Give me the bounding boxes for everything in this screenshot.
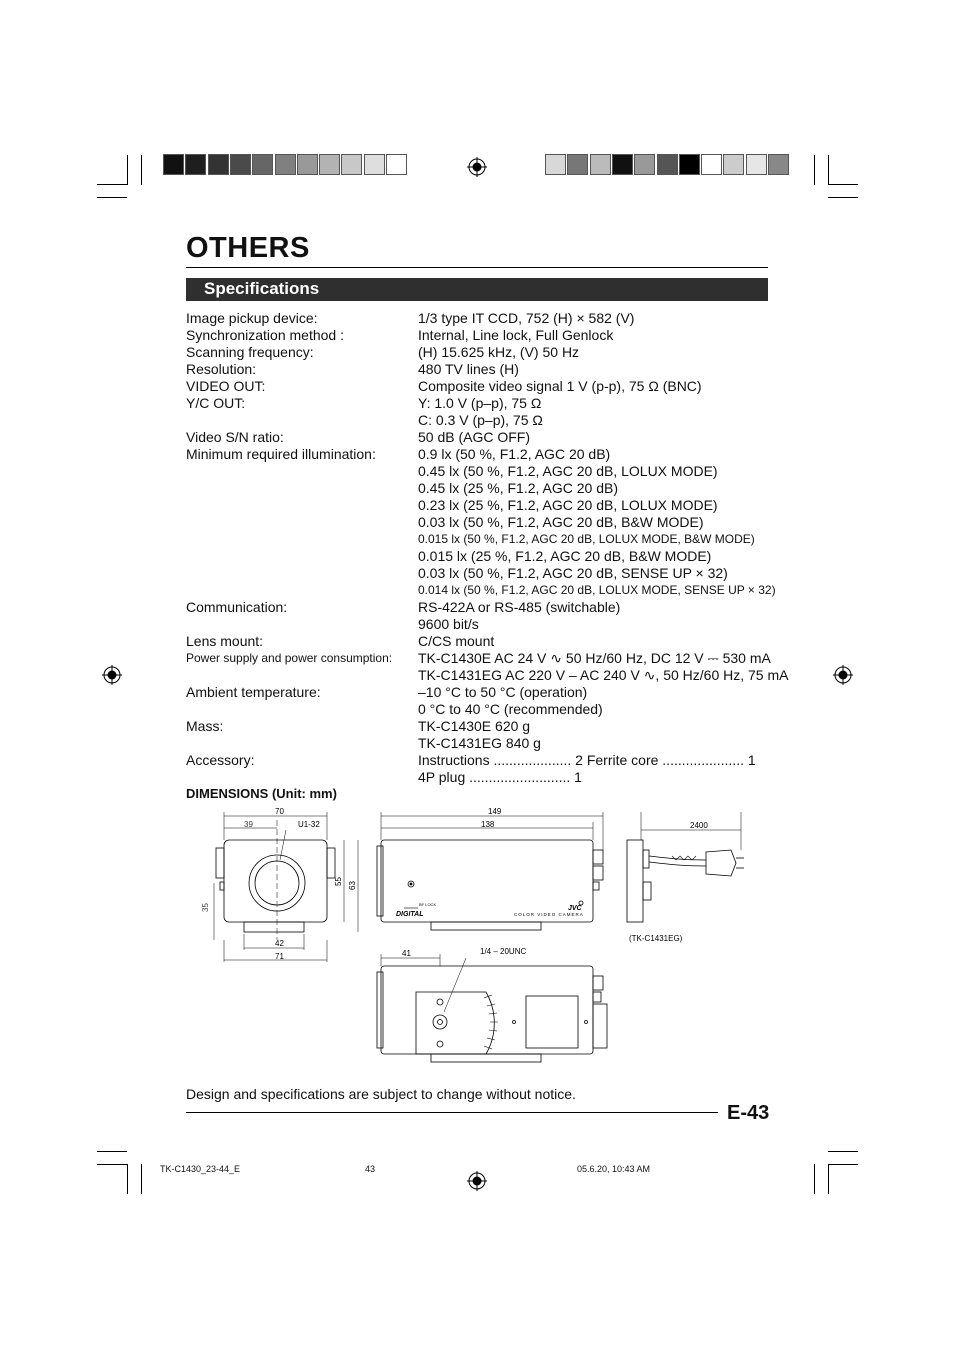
spec-row	[186, 769, 776, 786]
color-swatch	[297, 154, 318, 175]
spec-value: 0.23 lx (25 %, F1.2, AGC 20 dB, LOLUX MODE)	[418, 497, 718, 513]
spec-value: 0.03 lx (50 %, F1.2, AGC 20 dB, SENSE UP × 32)	[418, 565, 728, 581]
spec-label: Synchronization method :	[186, 327, 344, 343]
registration-mark-icon	[833, 665, 853, 685]
spec-value: –10 °C to 50 °C (operation)	[418, 684, 588, 700]
spec-label: Scanning frequency:	[186, 344, 314, 360]
color-swatch	[679, 154, 700, 175]
spec-value: 0 °C to 40 °C (recommended)	[418, 701, 603, 717]
spec-value: 480 TV lines (H)	[418, 361, 519, 377]
spec-value: Composite video signal 1 V (p-p), 75 Ω (BNC)	[418, 378, 702, 394]
color-swatch	[723, 154, 744, 175]
spec-list	[186, 310, 789, 786]
notice-text: Design and specifications are subject to change without notice.	[186, 1086, 576, 1102]
spec-label: Minimum required illumination:	[186, 446, 376, 462]
dimension-drawing	[186, 800, 746, 1085]
spec-label	[186, 735, 418, 752]
section-header-bar	[186, 278, 768, 301]
spec-value: TK-C1431EG AC 220 V – AC 240 V ∿, 50 Hz/60 Hz, 75 mA	[418, 667, 789, 683]
spec-row	[186, 650, 776, 667]
spec-value: 4P plug .......................... 1	[418, 769, 582, 785]
spec-row	[186, 582, 776, 599]
spec-row	[186, 395, 776, 412]
spec-value: C/CS mount	[418, 633, 495, 649]
spec-label	[186, 582, 418, 599]
front-view	[214, 812, 358, 962]
spec-value: 0.03 lx (50 %, F1.2, AGC 20 dB, B&W MODE)	[418, 514, 704, 530]
color-swatch	[634, 154, 655, 175]
spec-row	[186, 565, 776, 582]
dim-u132: U1-32	[298, 820, 320, 829]
spec-label: Mass:	[186, 718, 224, 734]
spec-value: Internal, Line lock, Full Genlock	[418, 327, 614, 343]
spec-label: Communication:	[186, 599, 288, 615]
spec-value: 0.9 lx (50 %, F1.2, AGC 20 dB)	[418, 446, 611, 462]
spec-label: Image pickup device:	[186, 310, 318, 326]
color-swatch	[185, 154, 206, 175]
footer-rule	[186, 1112, 718, 1113]
spec-value: 0.015 lx (25 %, F1.2, AGC 20 dB, B&W MODE)	[418, 548, 712, 564]
spec-label	[186, 667, 418, 684]
spec-row	[186, 531, 776, 548]
spec-row	[186, 412, 776, 429]
dim-149: 149	[488, 807, 502, 816]
spec-value: TK-C1431EG 840 g	[418, 735, 541, 751]
color-swatch	[612, 154, 633, 175]
spec-label: Resolution:	[186, 361, 257, 377]
bottom-view	[377, 954, 607, 1062]
dim-41: 41	[402, 949, 411, 958]
spec-row	[186, 378, 776, 395]
color-swatch	[567, 154, 588, 175]
spec-label	[186, 412, 418, 429]
color-swatch	[768, 154, 789, 175]
spec-row	[186, 684, 776, 701]
spec-value: 0.45 lx (25 %, F1.2, AGC 20 dB)	[418, 480, 618, 496]
spec-label	[186, 565, 418, 582]
spec-row	[186, 633, 776, 650]
color-swatch	[208, 154, 229, 175]
color-swatch	[252, 154, 273, 175]
digital-logo: DIGITAL	[396, 911, 424, 918]
dim-63: 63	[348, 881, 357, 890]
spec-label	[186, 616, 418, 633]
dim-138: 138	[481, 820, 495, 829]
spec-label: VIDEO OUT:	[186, 378, 266, 394]
title-rule	[186, 267, 768, 268]
color-video-camera-label: COLOR VIDEO CAMERA	[514, 912, 584, 917]
color-swatch	[657, 154, 678, 175]
spec-row	[186, 344, 776, 361]
spec-row	[186, 310, 776, 327]
spec-row	[186, 361, 776, 378]
color-swatch	[590, 154, 611, 175]
color-swatch	[275, 154, 296, 175]
color-swatch	[341, 154, 362, 175]
spec-row	[186, 752, 776, 769]
dim-42: 42	[275, 939, 284, 948]
color-swatch	[701, 154, 722, 175]
spec-row	[186, 735, 776, 752]
spec-value: (H) 15.625 kHz, (V) 50 Hz	[418, 344, 580, 360]
spec-label	[186, 531, 418, 548]
dim-71: 71	[275, 952, 284, 961]
spec-label	[186, 480, 418, 497]
spec-row	[186, 701, 776, 718]
color-swatch	[163, 154, 184, 175]
bf-lock-label: BF LOCK	[419, 902, 437, 907]
color-swatch	[386, 154, 407, 175]
spec-label	[186, 463, 418, 480]
dim-70: 70	[275, 807, 284, 816]
spec-row	[186, 667, 789, 684]
model-label: (TK-C1431EG)	[629, 934, 683, 943]
spec-row	[186, 616, 776, 633]
spec-value: Y: 1.0 V (p–p), 75 Ω	[418, 395, 542, 411]
spec-label	[186, 769, 418, 786]
thread-label: 1/4 – 20UNC	[480, 947, 527, 956]
spec-label: Power supply and power consumption:	[186, 651, 393, 665]
footer-timestamp: 05.6.20, 10:43 AM	[577, 1164, 651, 1174]
spec-label: Ambient temperature:	[186, 684, 321, 700]
spec-row	[186, 718, 776, 735]
jvc-logo: JVC	[568, 905, 582, 912]
spec-value: 0.45 lx (50 %, F1.2, AGC 20 dB, LOLUX MODE)	[418, 463, 718, 479]
registration-mark-icon	[102, 665, 122, 685]
footer-page: 43	[365, 1164, 376, 1174]
spec-label: Accessory:	[186, 752, 255, 768]
spec-value: 1/3 type IT CCD, 752 (H) × 582 (V)	[418, 310, 635, 326]
dim-2400: 2400	[690, 821, 708, 830]
spec-value: C: 0.3 V (p–p), 75 Ω	[418, 412, 543, 428]
footer-filename: TK-C1430_23-44_E	[160, 1164, 241, 1174]
dim-39: 39	[244, 820, 253, 829]
spec-row	[186, 514, 776, 531]
spec-value: 0.014 lx (50 %, F1.2, AGC 20 dB, LOLUX MODE, SENSE UP × 32)	[418, 583, 776, 597]
spec-row	[186, 463, 776, 480]
spec-value: Instructions .................... 2 Ferrite core ..................... 1	[418, 752, 756, 768]
power-cord-view	[627, 812, 744, 922]
spec-label: Y/C OUT:	[186, 395, 246, 411]
spec-value: 9600 bit/s	[418, 616, 479, 632]
spec-label	[186, 701, 418, 718]
color-swatch	[319, 154, 340, 175]
registration-mark-icon	[467, 1171, 487, 1191]
registration-mark-icon	[467, 157, 487, 177]
page-number: E-43	[727, 1102, 770, 1124]
spec-row	[186, 327, 776, 344]
color-swatch	[746, 154, 767, 175]
spec-row	[186, 429, 776, 446]
color-swatch	[230, 154, 251, 175]
color-swatch	[545, 154, 566, 175]
spec-label	[186, 497, 418, 514]
spec-label: Lens mount:	[186, 633, 264, 649]
spec-value: TK-C1430E 620 g	[418, 718, 531, 734]
spec-row	[186, 599, 776, 616]
section-title: Specifications	[204, 279, 320, 298]
page-title: OTHERS	[186, 232, 310, 264]
spec-row	[186, 446, 776, 463]
spec-value: 0.015 lx (50 %, F1.2, AGC 20 dB, LOLUX MODE, B&W MODE)	[418, 532, 755, 546]
color-swatch	[364, 154, 385, 175]
dimensions-title: DIMENSIONS (Unit: mm)	[186, 786, 337, 801]
dim-35: 35	[201, 903, 210, 912]
spec-value: 50 dB (AGC OFF)	[418, 429, 531, 445]
dim-55: 55	[334, 877, 343, 886]
spec-label: Video S/N ratio:	[186, 429, 284, 445]
spec-row	[186, 548, 776, 565]
spec-row	[186, 480, 776, 497]
spec-label	[186, 548, 418, 565]
spec-label	[186, 514, 418, 531]
spec-value: TK-C1430E AC 24 V ∿ 50 Hz/60 Hz, DC 12 V ⎓ 530 mA	[418, 650, 771, 666]
spec-row	[186, 497, 776, 514]
spec-value: RS-422A or RS-485 (switchable)	[418, 599, 621, 615]
